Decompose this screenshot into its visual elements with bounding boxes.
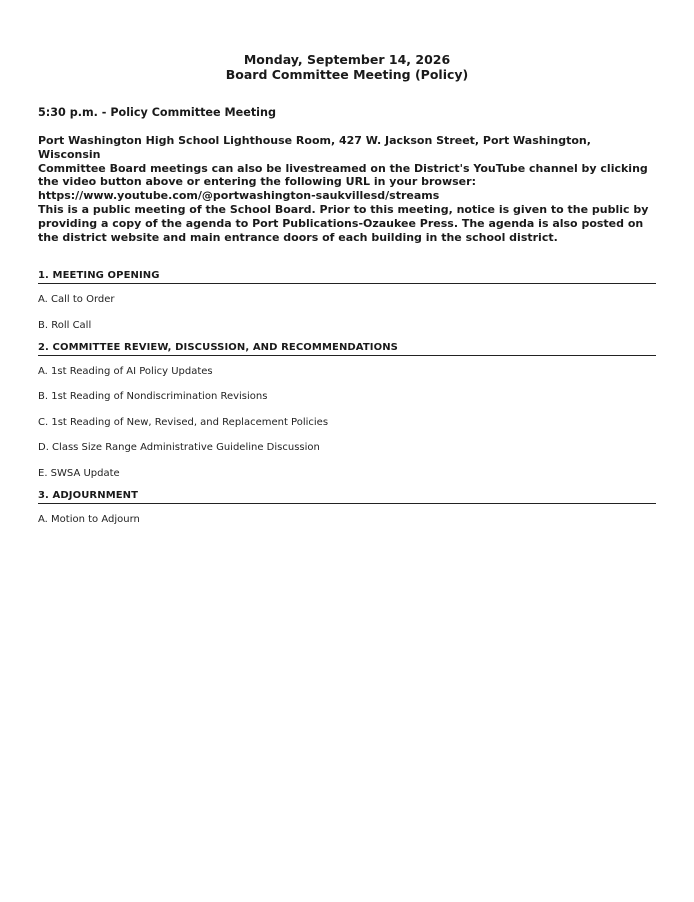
section-committee-review (38, 342, 656, 480)
agenda-item: A. Motion to Adjourn (38, 513, 140, 525)
section-header: 3. ADJOURNMENT (38, 490, 656, 504)
agenda-item: C. 1st Reading of New, Revised, and Replacement Policies (38, 416, 329, 428)
livestream-notice: Committee Board meetings can also be livestreamed on the District's YouTube channel by clicking the video button above or entering the following URL in your browser: https://www.youtube.com/@portwashington-saukvillesd/streams (38, 161, 648, 203)
section-meeting-opening (38, 270, 656, 332)
agenda-item: B. 1st Reading of Nondiscrimination Revisions (38, 391, 268, 403)
section-adjournment (38, 490, 656, 526)
meeting-info (38, 134, 656, 244)
section-header: 1. MEETING OPENING (38, 270, 656, 284)
meeting-time: 5:30 p.m. - Policy Committee Meeting (38, 106, 276, 119)
section-items (38, 366, 656, 480)
agenda-item: E. SWSA Update (38, 467, 120, 479)
agenda-item: A. Call to Order (38, 294, 115, 306)
meeting-title: Board Committee Meeting (Policy) (225, 67, 469, 82)
section-items (38, 294, 656, 332)
agenda-item: B. Roll Call (38, 319, 92, 331)
meeting-location: Port Washington High School Lighthouse Room, 427 W. Jackson Street, Port Washington, Wisconsin (38, 134, 591, 161)
section-header: 2. COMMITTEE REVIEW, DISCUSSION, AND RECOMMENDATIONS (38, 342, 656, 356)
meeting-date: Monday, September 14, 2026 (243, 52, 451, 67)
agenda-item: A. 1st Reading of AI Policy Updates (38, 365, 213, 377)
public-notice: This is a public meeting of the School Board. Prior to this meeting, notice is given to the public by providing a copy of the agenda to Port Publications-Ozaukee Press. The agenda is also posted on the district website and main entrance doors of each building in the school district. (38, 202, 649, 244)
agenda-item: D. Class Size Range Administrative Guideline Discussion (38, 442, 320, 454)
section-items (38, 514, 656, 526)
agenda-page (38, 52, 656, 526)
agenda-sections (38, 270, 656, 526)
